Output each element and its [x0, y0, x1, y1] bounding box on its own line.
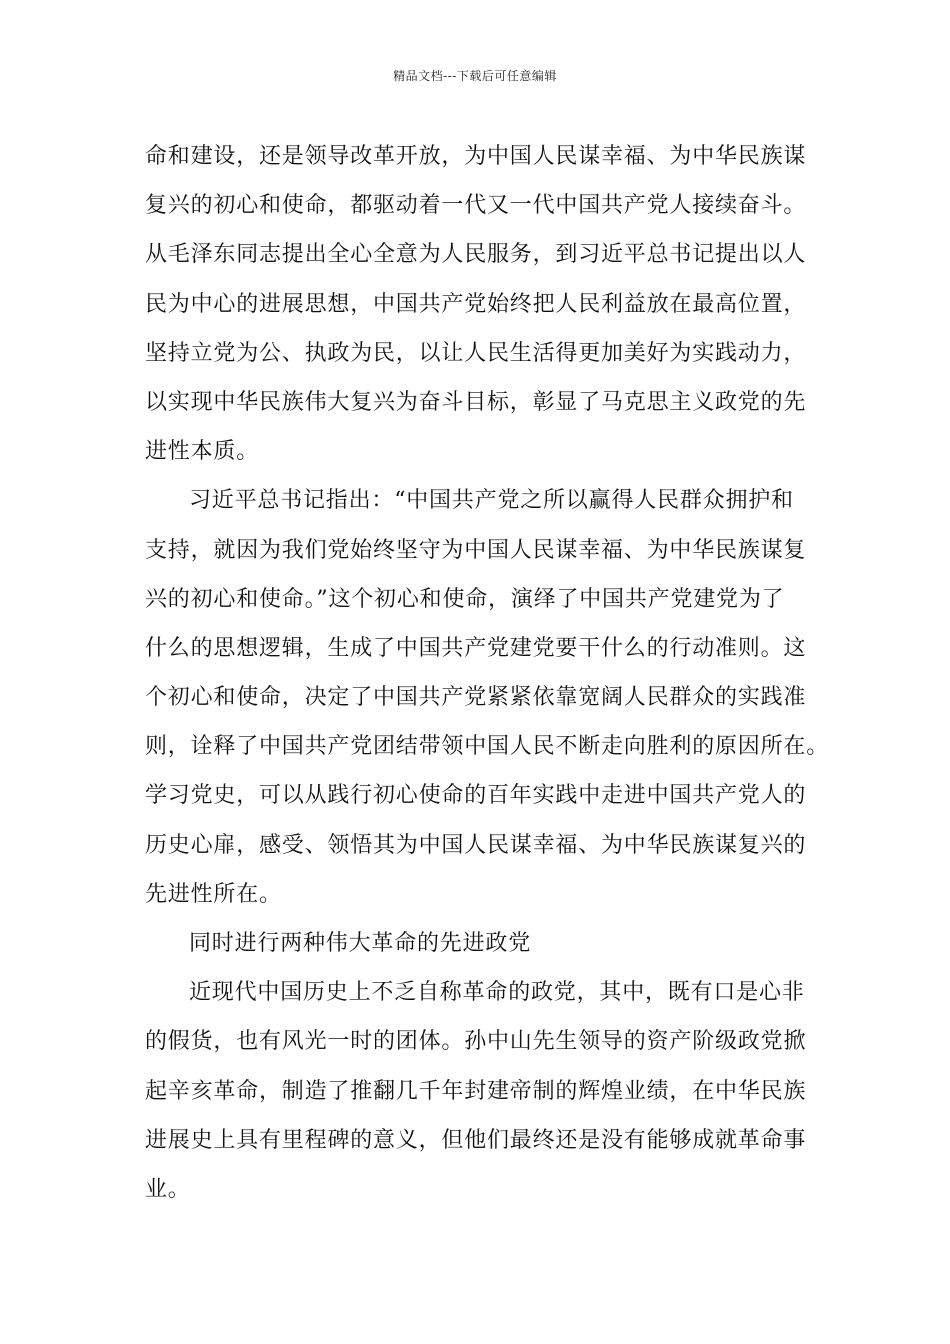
text-line: 学习党史，可以从践行初心使命的百年实践中走进中国共产党人的	[145, 783, 807, 809]
text-line: 进性本质。	[145, 439, 260, 465]
text-line: 复兴的初心和使命，都驱动着一代又一代中国共产党人接续奋斗。	[145, 193, 807, 219]
text-line: 的假货，也有风光一时的团体。孙中山先生领导的资产阶级政党掀	[145, 1029, 807, 1055]
text-line: 民为中心的进展思想，中国共产党始终把人民利益放在最高位置，	[145, 291, 807, 317]
text-line: 支持，就因为我们党始终坚守为中国人民谋幸福、为中华民族谋复	[145, 537, 807, 563]
text-line: 兴的初心和使命。”这个初心和使命，演绎了中国共产党建党为了	[145, 586, 785, 612]
text-line: 个初心和使命，决定了中国共产党紧紧依靠宽阔人民群众的实践准	[145, 685, 807, 711]
text-line: 从毛泽东同志提出全心全意为人民服务，到习近平总书记提出以人	[145, 242, 807, 268]
text-line: 什么的思想逻辑，生成了中国共产党建党要干什么的行动准则。这	[145, 635, 807, 661]
text-line: 以实现中华民族伟大复兴为奋斗目标，彰显了马克思主义政党的先	[145, 389, 807, 415]
text-line: 起辛亥革命，制造了推翻几千年封建帝制的辉煌业绩，在中华民族	[145, 1078, 807, 1104]
document-body	[145, 132, 830, 1214]
text-line: 业。	[145, 1176, 191, 1202]
text-line: 则，诠释了中国共产党团结带领中国人民不断走向胜利的原因所在。	[145, 734, 830, 760]
text-line: 近现代中国历史上不乏自称革命的政党，其中，既有口是心非	[189, 980, 805, 1006]
text-line: 命和建设，还是领导改革开放，为中国人民谋幸福、为中华民族谋	[145, 144, 807, 169]
text-line: 同时进行两种伟大革命的先进政党	[189, 931, 532, 956]
text-line: 历史心扉，感受、领悟其为中国人民谋幸福、为中华民族谋复兴的	[145, 832, 807, 858]
text-line: 坚持立党为公、执政为民，以让人民生活得更加美好为实践动力，	[145, 340, 807, 366]
text-line: 进展史上具有里程碑的意义，但他们最终还是没有能够成就革命事	[145, 1127, 807, 1153]
text-line: 习近平总书记指出：“中国共产党之所以赢得人民群众拥护和	[189, 488, 794, 514]
page-header: 精品文档---下载后可任意编辑	[393, 69, 557, 83]
text-line: 先进性所在。	[145, 881, 282, 907]
